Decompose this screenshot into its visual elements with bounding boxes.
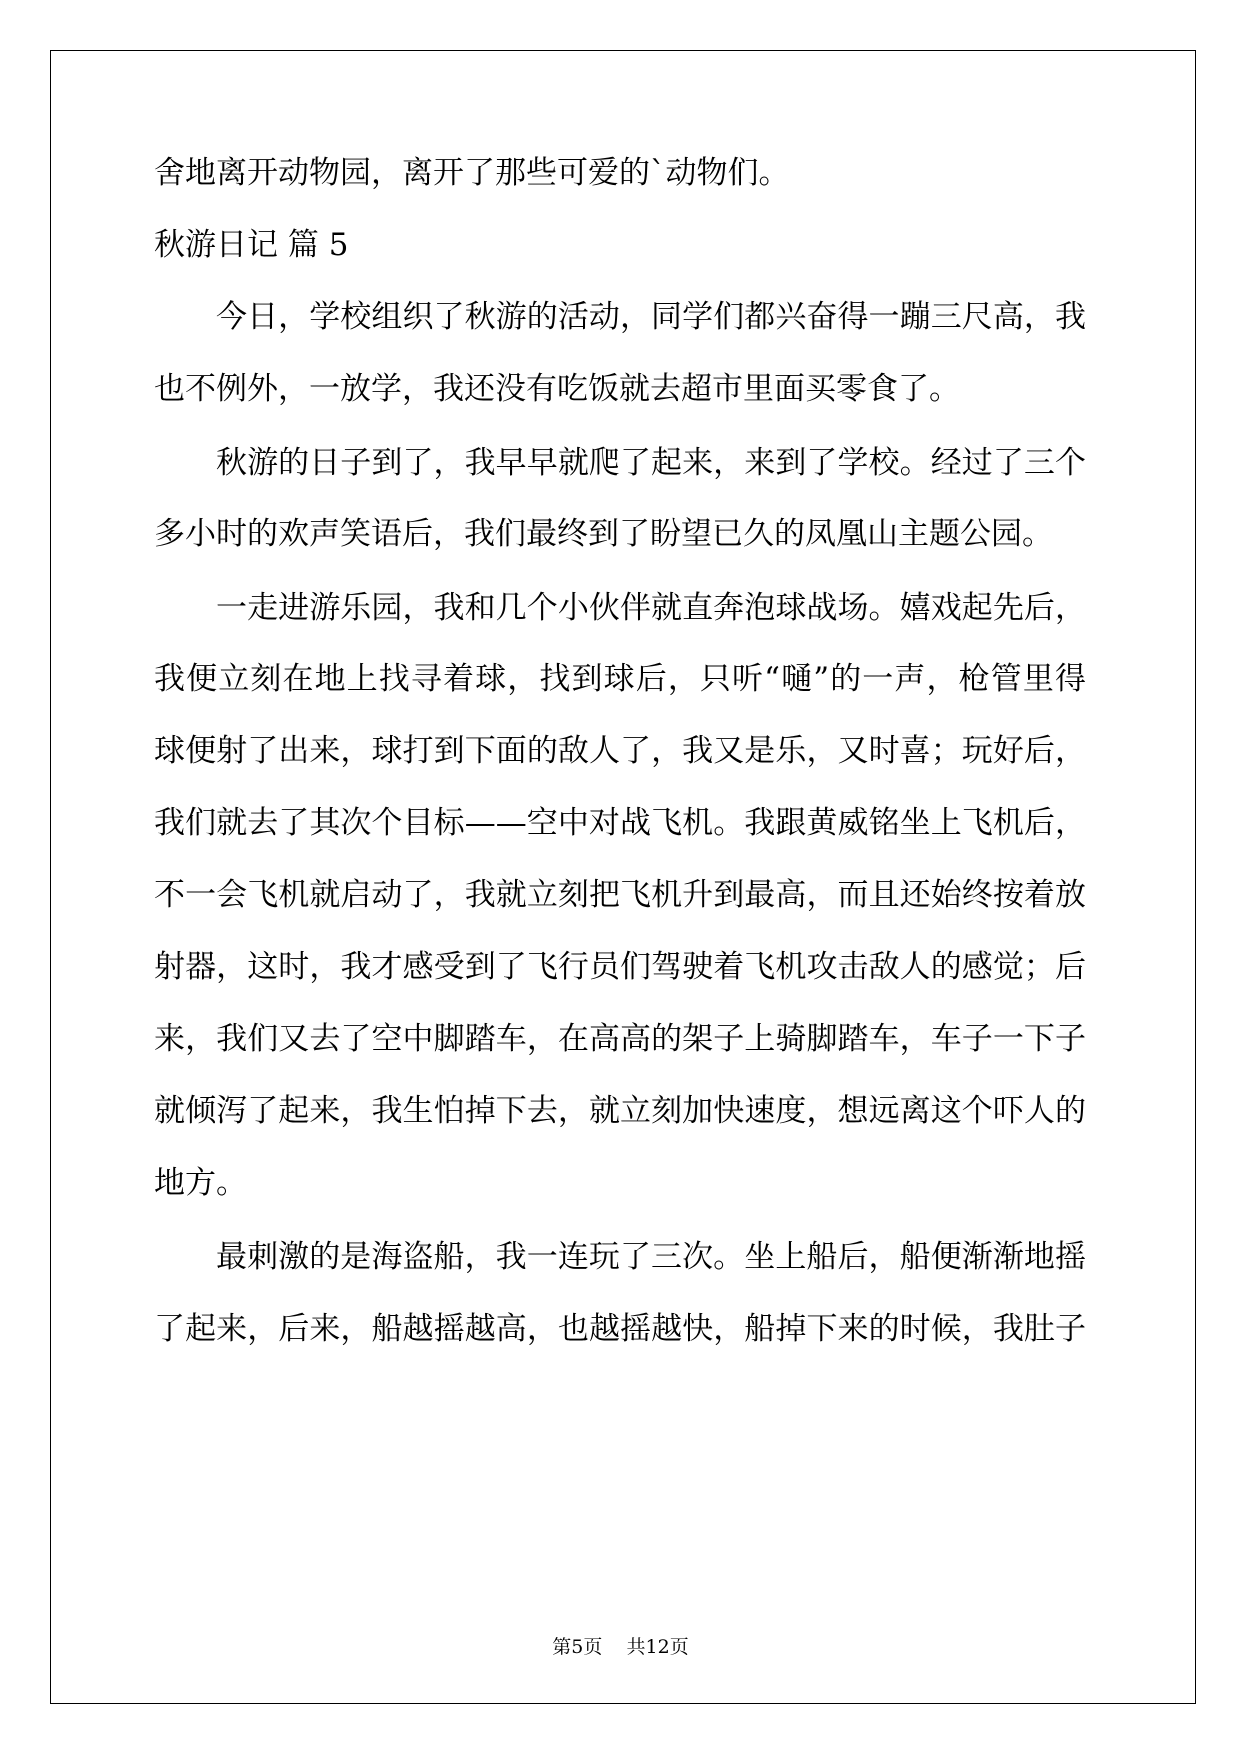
paragraph-first-line: 秋游的日子到了，我早早就爬了起来，来到了学校。经过了三个 <box>216 445 1086 481</box>
text-line: 射器，这时，我才感受到了飞行员们驾驶着飞机攻击敌人的感觉；后 <box>154 949 1086 985</box>
paragraph-first-line: 最刺激的是海盗船，我一连玩了三次。坐上船后，船便渐渐地摇 <box>216 1239 1086 1275</box>
text-line: 多小时的欢声笑语后，我们最终到了盼望已久的凤凰山主题公园。 <box>154 516 1053 552</box>
paragraph-first-line: 一走进游乐园，我和几个小伙伴就直奔泡球战场。嬉戏起先后， <box>216 590 1086 626</box>
text-line: 来，我们又去了空中脚踏车，在高高的架子上骑脚踏车，车子一下子 <box>154 1021 1086 1057</box>
text-line: 了起来，后来，船越摇越高，也越摇越快，船掉下来的时候，我肚子 <box>154 1311 1086 1347</box>
text-line: 我们就去了其次个目标——空中对战飞机。我跟黄威铭坐上飞机后， <box>154 805 1086 841</box>
text-line: 舍地离开动物园，离开了那些可爱的`动物们。 <box>154 155 790 191</box>
text-line: 地方。 <box>154 1165 247 1201</box>
text-line: 我便立刻在地上找寻着球，找到球后，只听“嗵”的一声，枪管里得 <box>154 661 1086 697</box>
page-number-footer: 第5页 共12页 <box>552 1636 689 1658</box>
text-line: 不一会飞机就启动了，我就立刻把飞机升到最高，而且还始终按着放 <box>154 877 1086 913</box>
text-line: 也不例外，一放学，我还没有吃饭就去超市里面买零食了。 <box>154 371 960 407</box>
paragraph-first-line: 今日，学校组织了秋游的活动，同学们都兴奋得一蹦三尺高，我 <box>216 299 1086 335</box>
section-heading: 秋游日记 篇 5 <box>154 227 349 263</box>
text-line: 就倾泻了起来，我生怕掉下去，就立刻加快速度，想远离这个吓人的 <box>154 1093 1086 1129</box>
text-line: 球便射了出来，球打到下面的敌人了，我又是乐，又时喜；玩好后， <box>154 733 1086 769</box>
